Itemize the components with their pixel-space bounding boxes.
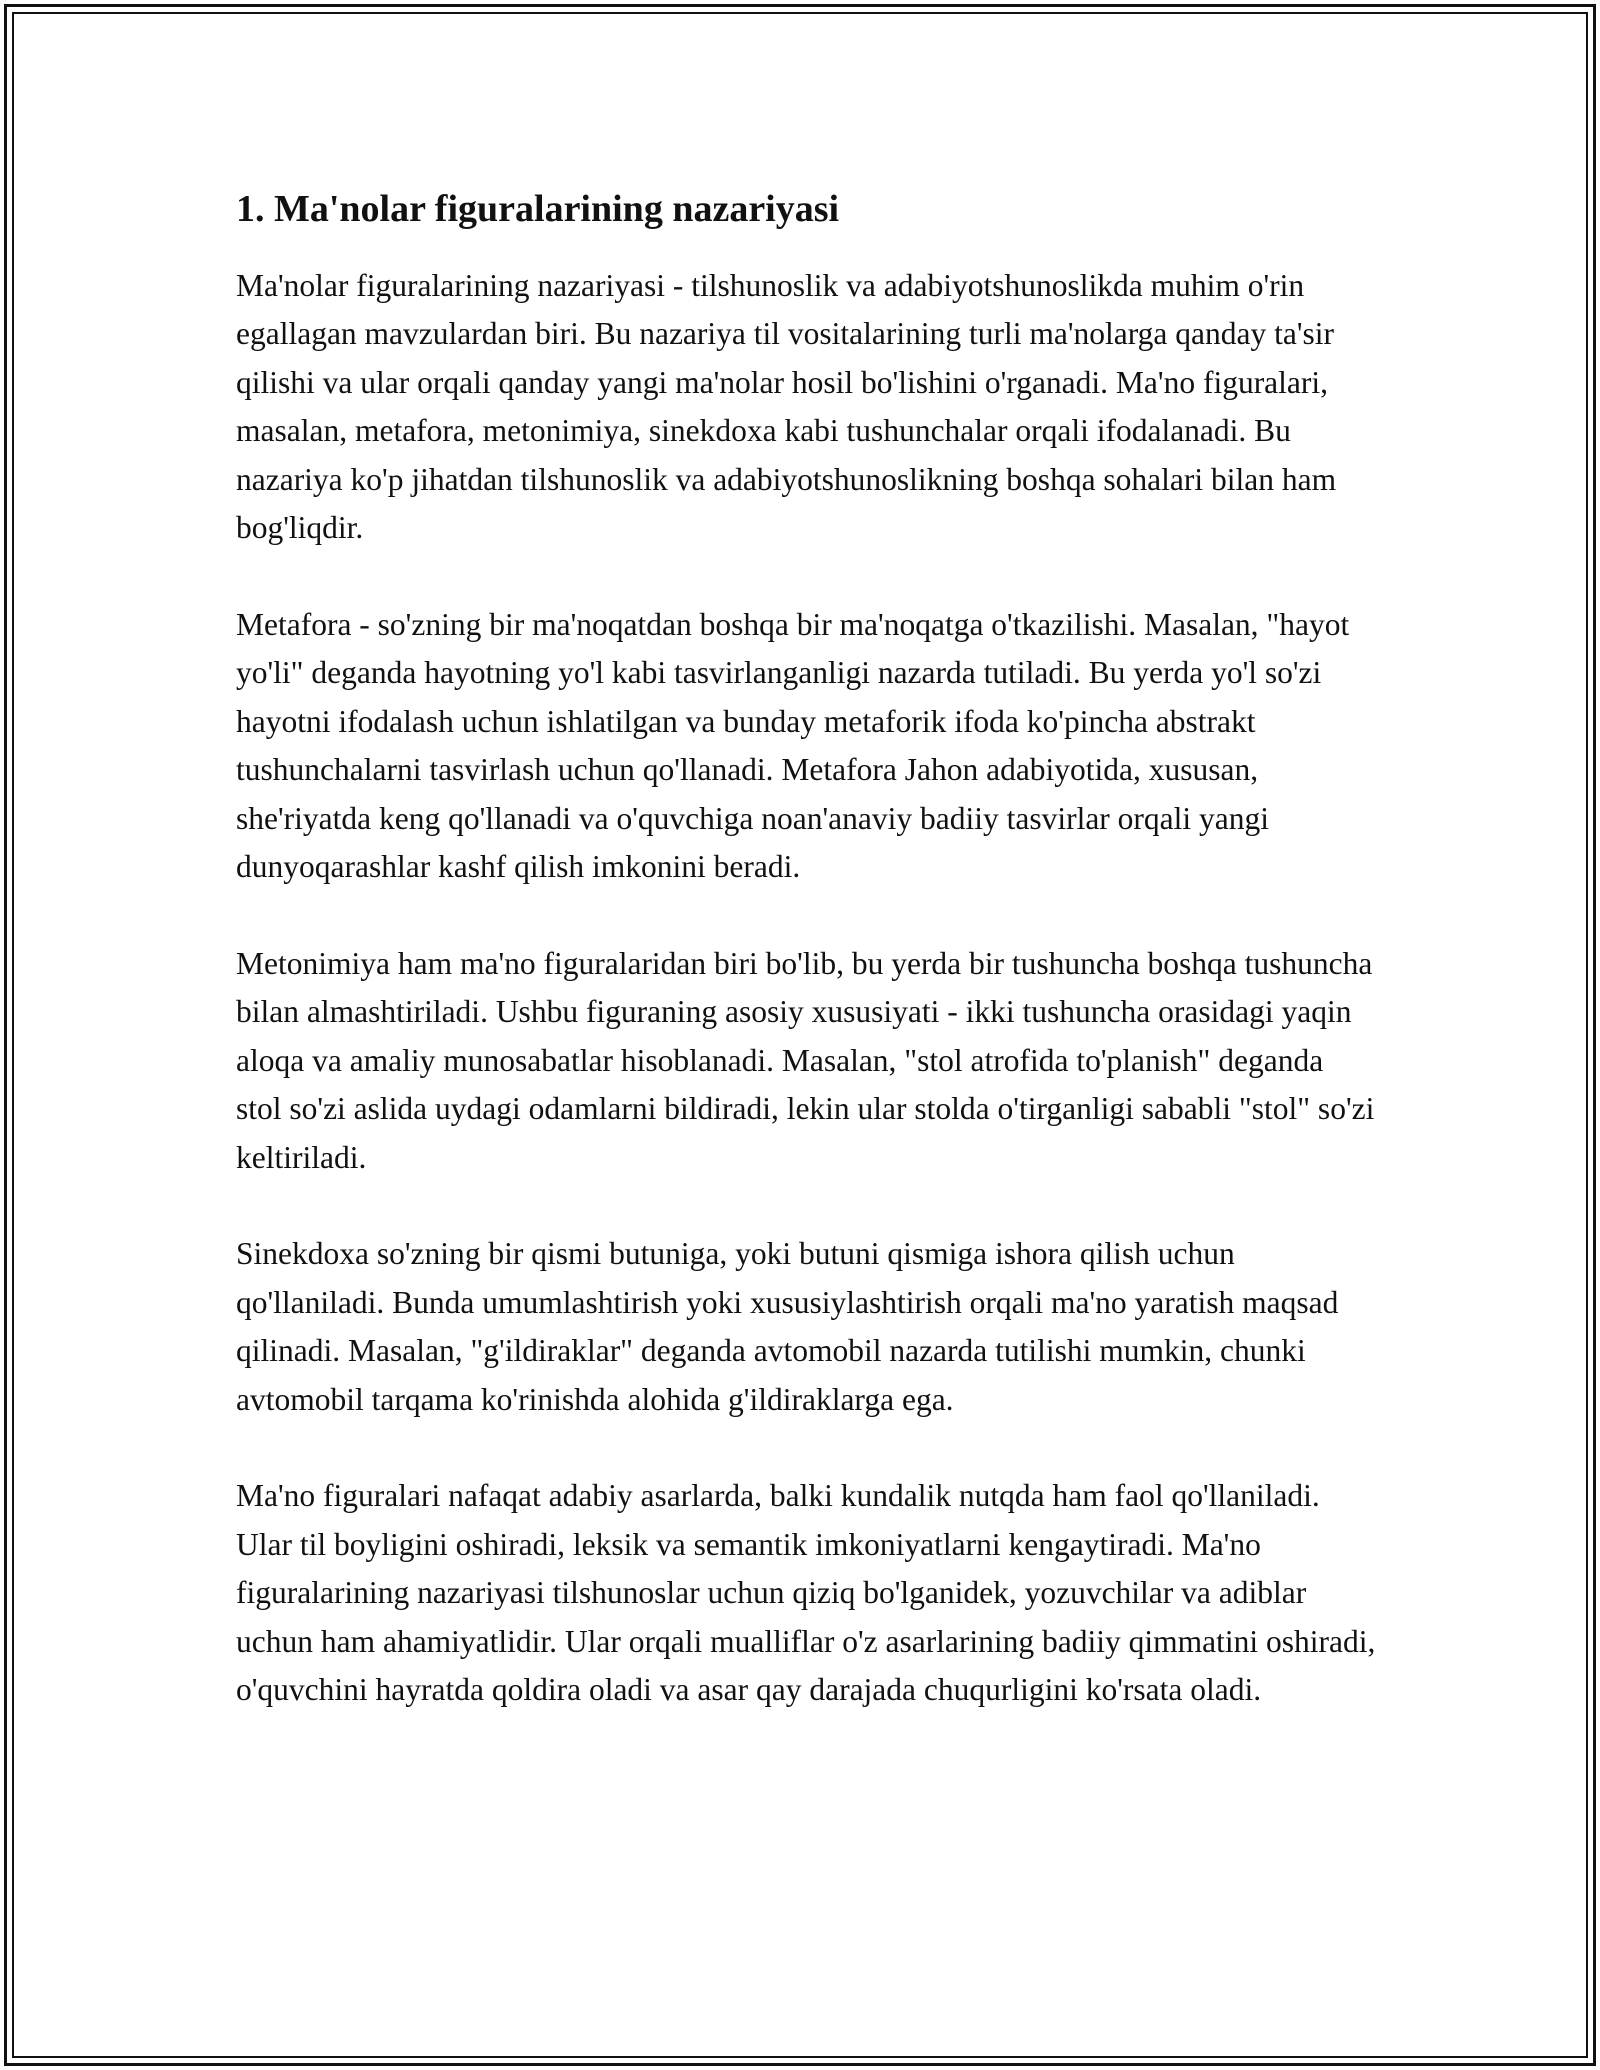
paragraph-metonimiya: Metonimiya ham ma'no figuralaridan biri bo'lib, bu yerda bir tushuncha boshqa tushuncha bilan almashtiriladi. Ushbu figuraning asosiy xususiyati - ikki tushuncha orasidagi yaqin aloqa va amaliy munosabatlar hisoblanadi. Masalan, "stol atrofida to'planish" deganda stol so'zi aslida uydagi odamlarni bildiradi, lekin ular stolda o'tirganligi sababli "stol" so'zi keltiriladi. bbox=[236, 945, 1375, 1175]
paragraph-metafora: Metafora - so'zning bir ma'noqatdan boshqa bir ma'noqatga o'tkazilishi. Masalan, "hayot yo'li" deganda hayotning yo'l kabi tasvirlanganligi nazarda tutiladi. Bu yerda yo'l so'zi hayotni ifodalash uchun ishlatilgan va bunday metaforik ifoda ko'pincha abstrakt tushunchalarni tasvirlash uchun qo'llanadi. Metafora Jahon adabiyotida, xususan, she'riyatda keng qo'llanadi va o'quvchiga noan'anaviy badiiy tasvirlar orqali yangi dunyoqarashlar kashf qilish imkonini beradi. bbox=[236, 606, 1350, 884]
paragraph-sinekdoxa: Sinekdoxa so'zning bir qismi butuniga, yoki butuni qismiga ishora qilish uchun qo'llaniladi. Bunda umumlashtirish yoki xususiylashtirish orqali ma'no yaratish maqsad qilinadi. Masalan, "g'ildiraklar" deganda avtomobil nazarda tutilishi mumkin, chunki avtomobil tarqama ko'rinishda alohida g'ildiraklarga ega. bbox=[236, 1236, 1339, 1417]
paragraph-intro: Ma'nolar figuralarining nazariyasi - tilshunoslik va adabiyotshunoslikda muhim o'rin egallagan mavzulardan biri. Bu nazariya til vositalarining turli ma'nolarga qanday ta'sir qilishi va ular orqali qanday yangi ma'nolar hosil bo'lishini o'rganadi. Ma'no figuralari, masalan, metafora, metonimiya, sinekdoxa kabi tushunchalar orqali ifodalanadi. Bu nazariya ko'p jihatdan tilshunoslik va adabiyotshunoslikning boshqa sohalari bilan ham bog'liqdir. bbox=[236, 267, 1337, 545]
document-body bbox=[236, 186, 1376, 1763]
paragraph-conclusion: Ma'no figuralari nafaqat adabiy asarlarda, balki kundalik nutqda ham faol qo'llaniladi. Ular til boyligini oshiradi, leksik va semantik imkoniyatlarni kengaytiradi. Ma'no figuralarining nazariyasi tilshunoslar uchun qiziq bo'lganidek, yozuvchilar va adiblar uchun ham ahamiyatlidir. Ular orqali mualliflar o'z asarlarining badiiy qimmatini oshiradi, o'quvchini hayratda qoldira oladi va asar qay darajada chuqurligini ko'rsata oladi. bbox=[236, 1478, 1376, 1707]
section-heading: 1. Ma'nolar figuralarining nazariyasi bbox=[236, 188, 840, 230]
